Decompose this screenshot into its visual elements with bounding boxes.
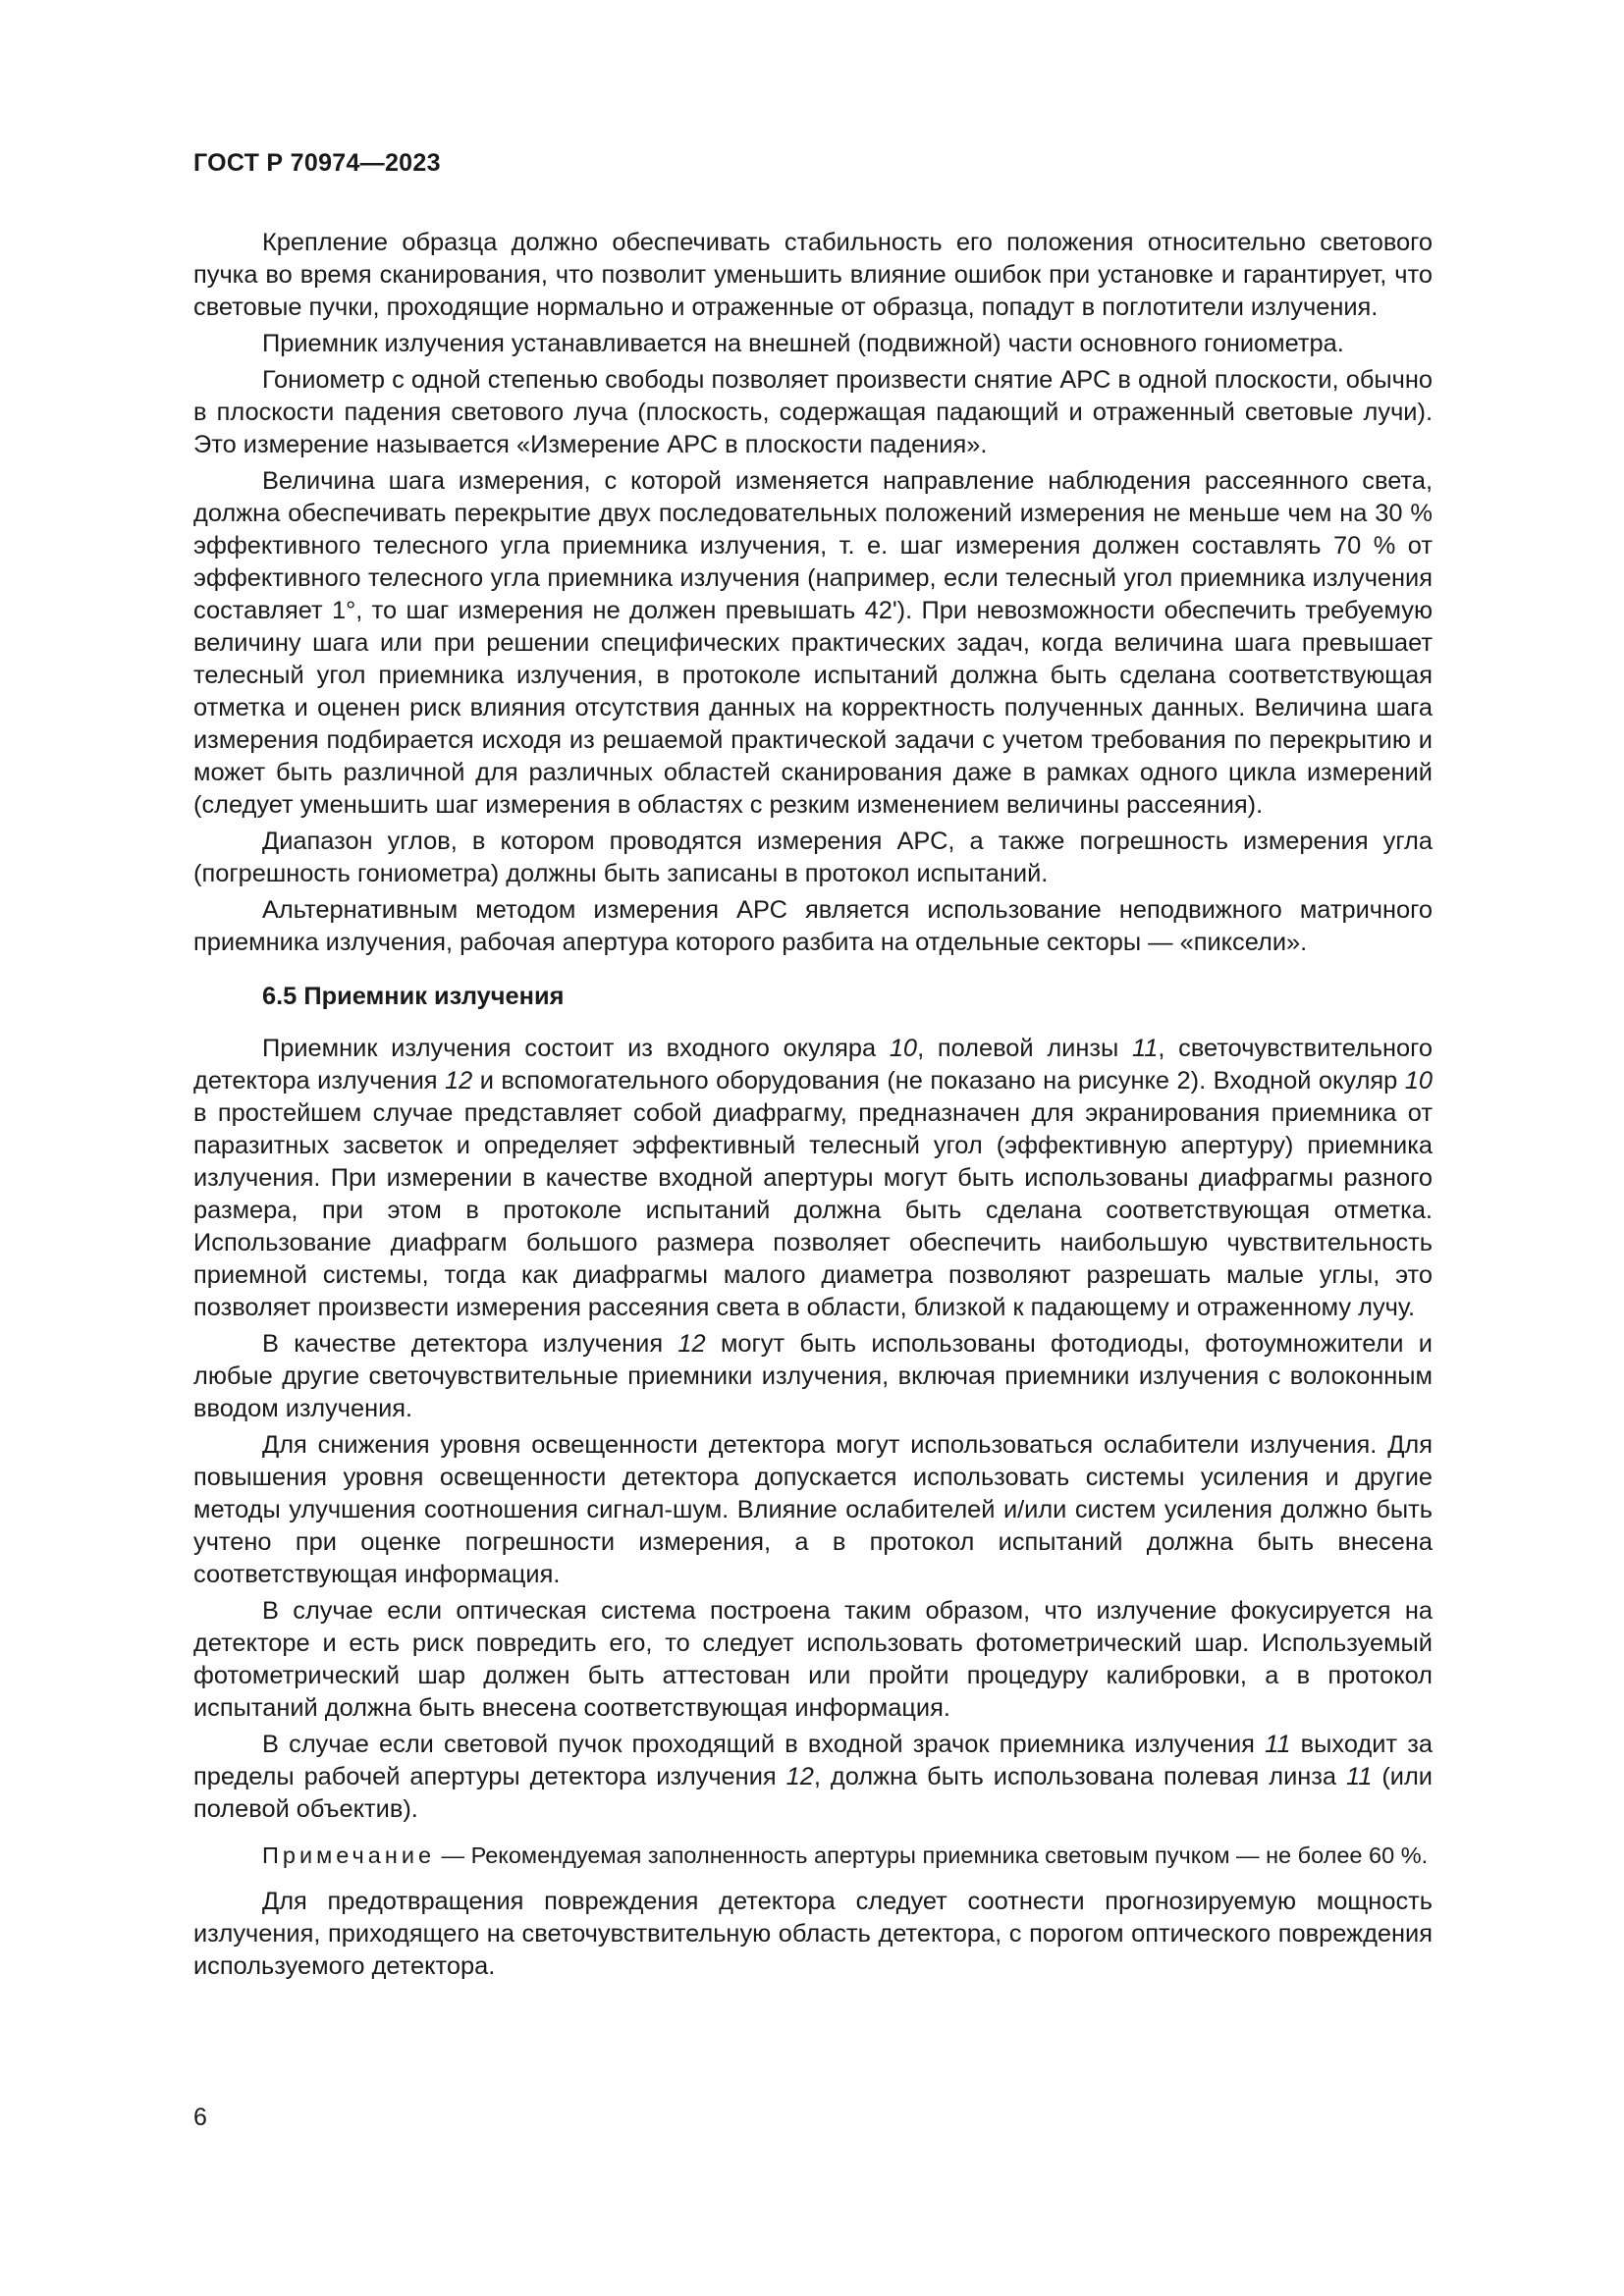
paragraph-attenuators: Для снижения уровня освещенности детектора могут использоваться ослабители излучения. Для повышения уровня освещенности детектора допускается использовать системы усиления и другие методы улучшения соотношения сигнал-шум. Влияние ослабителей и/или систем усиления должно быть учтено при оценке погрешности измерения, а в протокол испытаний должна быть внесена соответствующая информация. xyxy=(193,1431,1433,1588)
section-heading: 6.5 Приемник излучения xyxy=(262,983,565,1010)
paragraph-receiver-mount: Приемник излучения устанавливается на внешней (подвижной) части основного гониометра. xyxy=(262,330,1344,357)
paragraph-angle-range: Диапазон углов, в котором проводятся измерения АРС, а также погрешность измерения угла (погрешность гониометра) должны быть записаны в протокол испытаний. xyxy=(193,828,1433,887)
note-label: Примечание xyxy=(262,1842,436,1868)
paragraph-field-lens: В случае если световой пучок проходящий в входной зрачок приемника излучения 11 выходит за пределы рабочей апертуры детектора излучения 12, должна быть использована полевая линза 11 (или полевой объектив). xyxy=(193,1731,1433,1823)
paragraph-photometric-sphere: В случае если оптическая система построена таким образом, что излучение фокусируется на детекторе и есть риск повредить его, то следует использовать фотометрический шар. Используемый фотометрический шар должен быть аттестован или пройти процедуру калибровки, а в протокол испытаний должна быть внесена соответствующая информация. xyxy=(193,1597,1433,1722)
paragraph-step-size: Величина шага измерения, с которой изменяется направление наблюдения рассеянного света, должна обеспечивать перекрытие двух последовательных положений измерения не меньше чем на 30 % эффективного телесного угла приемника излучения, т. е. шаг измерения должен составлять 70 % от эффективного телесного угла приемника излучения (например, если телесный угол приемника излучения составляет 1°, то шаг измерения не должен превышать 42'). При невозможности обеспечить требуемую величину шага или при решении специфических практических задач, когда величина шага превышает телесный угол приемника излучения, в протоколе испытаний должна быть сделана соответствующая отметка и оценен риск влияния отсутствия данных на корректность полученных данных. Величина шага измерения подбирается исходя из решаемой практической задачи с учетом требования по перекрытию и может быть различной для различных областей сканирования даже в рамках одного цикла измерений (следует уменьшить шаг измерения в областях с резким изменением величины рассеяния). xyxy=(193,467,1433,819)
paragraph-damage-prevention: Для предотвращения повреждения детектора следует соотнести прогнозируемую мощность излучения, приходящего на светочувствительную область детектора, с порогом оптического повреждения используемого детектора. xyxy=(193,1888,1433,1980)
note-text: — Рекомендуемая заполненность апертуры приемника световым пучком — не более 60 %. xyxy=(435,1842,1429,1868)
paragraph-matrix-receiver: Альтернативным методом измерения АРС является использование неподвижного матричного приемника излучения, рабочая апертура которого разбита на отдельные секторы — «пиксели». xyxy=(193,896,1433,956)
paragraph-detector-types: В качестве детектора излучения 12 могут быть использованы фотодиоды, фотоумножители и любые другие светочувствительные приемники излучения, включая приемники излучения с волоконным вводом излучения. xyxy=(193,1330,1433,1422)
page-number: 6 xyxy=(193,2104,207,2131)
paragraph-goniometer: Гониометр с одной степенью свободы позволяет произвести снятие АРС в одной плоскости, обычно в плоскости падения светового луча (плоскость, содержащая падающий и отраженный световые лучи). Это измерение называется «Измерение АРС в плоскости падения». xyxy=(193,366,1433,458)
document-body xyxy=(193,227,1433,1983)
paragraph-sample-mount: Крепление образца должно обеспечивать стабильность его положения относительно светового пучка во время сканирования, что позволит уменьшить влияние ошибок при установке и гарантирует, что световые пучки, проходящие нормально и отраженные от образца, попадут в поглотители излучения. xyxy=(193,229,1433,321)
paragraph-receiver-composition: Приемник излучения состоит из входного окуляра 10, полевой линзы 11, светочувствительного детектора излучения 12 и вспомогательного оборудования (не показано на рисунке 2). Входной окуляр 10 в простейшем случае представляет собой диафрагму, предназначен для экранирования приемника от паразитных засветок и определяет эффективный телесный угол (эффективную апертуру) приемника излучения. При измерении в качестве входной апертуры могут быть использованы диафрагмы разного размера, при этом в протоколе испытаний должна быть сделана соответствующая отметка. Использование диафрагм большого размера позволяет обеспечить наибольшую чувствительность приемной системы, тогда как диафрагмы малого диаметра позволяют разрешать малые углы, это позволяет произвести измерения рассеяния света в области, близкой к падающему и отраженному лучу. xyxy=(193,1035,1433,1321)
note xyxy=(193,1840,1433,1872)
standard-header: ГОСТ Р 70974—2023 xyxy=(193,149,441,177)
